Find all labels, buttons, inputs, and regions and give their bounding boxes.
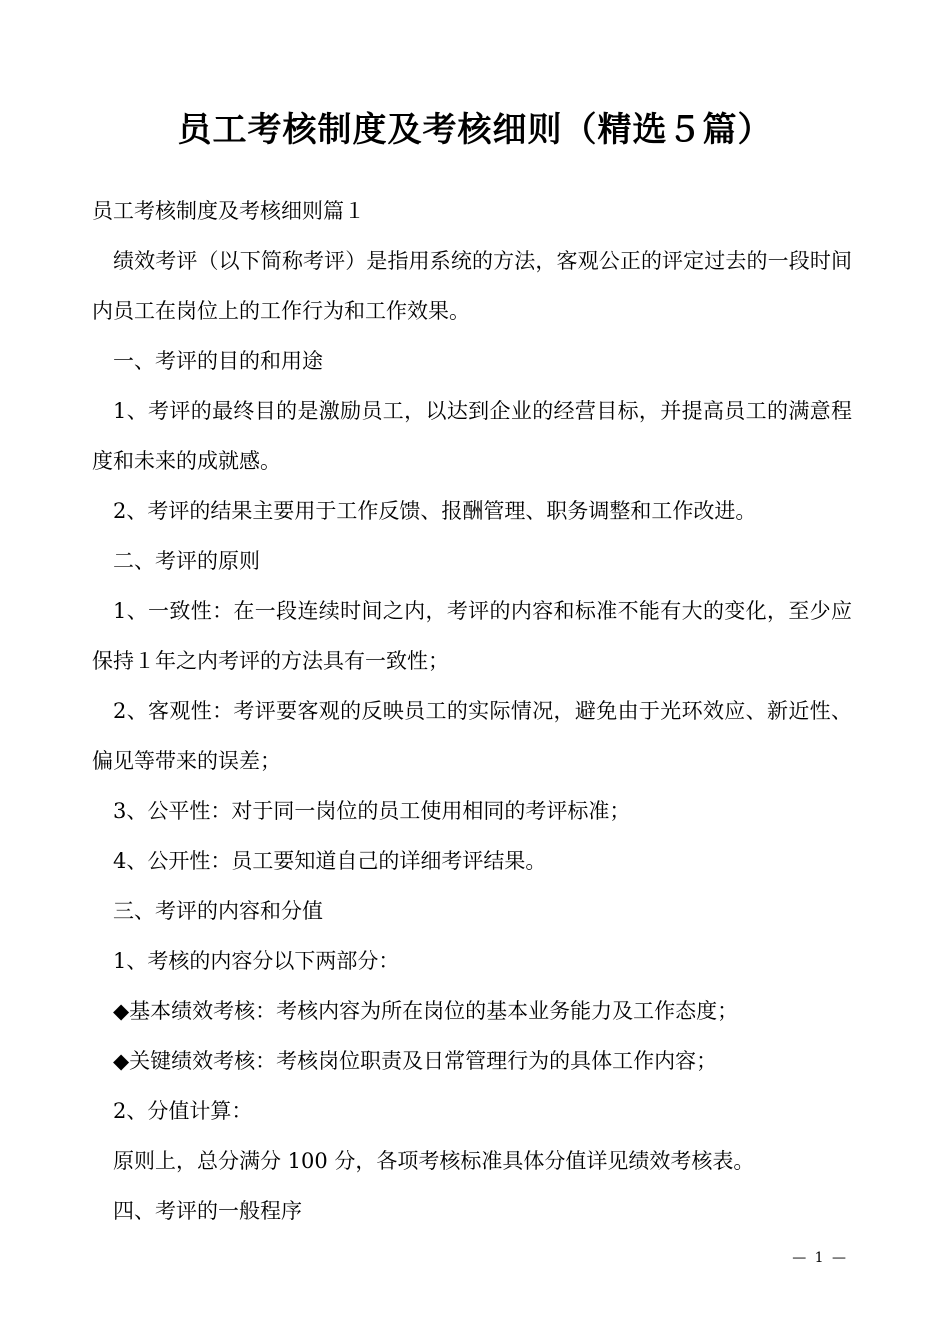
heading-principles: 二、考评的原则 xyxy=(113,549,260,573)
heading-content: 三、考评的内容和分值 xyxy=(113,899,323,923)
bullet-basic-performance: ◆基本绩效考核：考核内容为所在岗位的基本业务能力及工作态度； xyxy=(113,999,739,1023)
paragraph-principle-4: 4、公开性：员工要知道自己的详细考评结果。 xyxy=(113,849,547,873)
page-number: — 1 — xyxy=(792,1250,848,1266)
paragraph-score-detail: 原则上，总分满分 100 分，各项考核标准具体分值详见绩效考核表。 xyxy=(113,1149,755,1173)
heading-purpose: 一、考评的目的和用途 xyxy=(113,349,323,373)
heading-procedure: 四、考评的一般程序 xyxy=(113,1199,302,1223)
paragraph-purpose-1: 1、考评的最终目的是激励员工，以达到企业的经营目标，并提高员工的满意程度和未来的成就感。 xyxy=(92,399,852,473)
paragraph-principle-3: 3、公平性：对于同一岗位的员工使用相同的考评标准； xyxy=(113,799,631,823)
paragraph-purpose-2: 2、考评的结果主要用于工作反馈、报酬管理、职务调整和工作改进。 xyxy=(113,499,757,523)
paragraph-principle-1: 1、一致性：在一段连续时间之内，考评的内容和标准不能有大的变化，至少应保持１年之内考评的方法具有一致性； xyxy=(92,599,852,673)
document-title: 员工考核制度及考核细则（精选５篇） xyxy=(177,110,773,150)
section-heading: 员工考核制度及考核细则篇１ xyxy=(92,199,365,223)
paragraph-content-1: 1、考核的内容分以下两部分： xyxy=(113,949,400,973)
document-body xyxy=(92,186,852,1236)
paragraph-intro: 绩效考评（以下简称考评）是指用系统的方法，客观公正的评定过去的一段时间内员工在岗位上的工作行为和工作效果。 xyxy=(92,249,852,323)
bullet-key-performance: ◆关键绩效考核：考核岗位职责及日常管理行为的具体工作内容； xyxy=(113,1049,718,1073)
paragraph-score-calc: 2、分值计算： xyxy=(113,1099,253,1123)
paragraph-principle-2: 2、客观性：考评要客观的反映员工的实际情况，避免由于光环效应、新近性、偏见等带来的误差； xyxy=(92,699,852,773)
